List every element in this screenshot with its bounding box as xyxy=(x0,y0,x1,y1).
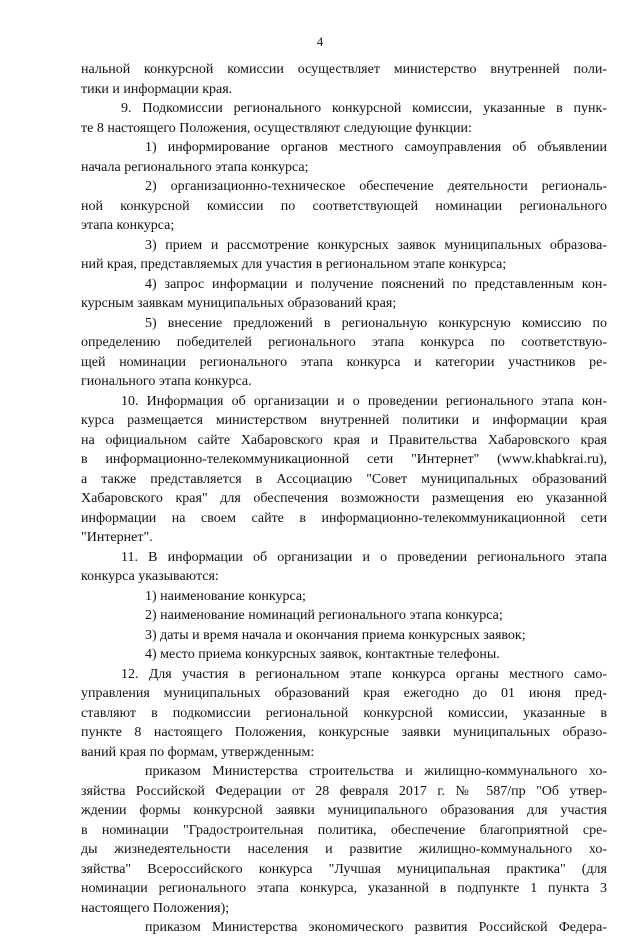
text-line: 12. Для участия в региональном этапе конкурса органы местного само- xyxy=(121,666,607,682)
text-line: зяйства" Всероссийского конкурса "Лучшая муниципальная практика" (для xyxy=(81,861,607,877)
text-line: приказом Министерства экономического развития Российской Федера- xyxy=(145,920,607,935)
text-line: ды жизнедеятельности населения и развитие жилищно-коммунального хо- xyxy=(81,842,607,857)
text-line: те 8 настоящего Положения, осуществляют следующие функции: xyxy=(81,120,472,136)
text-line: этапа конкурса; xyxy=(81,218,175,233)
text-line: ний края, представляемых для участия в региональном этапе конкурса; xyxy=(81,257,507,272)
text-line: ной конкурсной комиссии по соответствующей номинации регионального xyxy=(81,198,607,214)
text-line: 2) наименование номинаций регионального этапа конкурса; xyxy=(145,608,503,623)
text-line: пункте 8 настоящего Положения, конкурсные заявки муниципальных образо- xyxy=(81,725,607,740)
text-line: щей номинации регионального этапа конкурса и категории участников ре- xyxy=(81,354,607,370)
text-line: 1) информирование органов местного самоуправления об объявлении xyxy=(145,140,607,155)
text-line: ваний края по формам, утвержденным: xyxy=(81,744,315,760)
text-line: 5) внесение предложений в региональную конкурсную комиссию по xyxy=(145,315,607,331)
body-text xyxy=(81,60,607,938)
text-line: определению победителей регионального этапа конкурса по соответствую- xyxy=(81,335,607,350)
text-line: в информационно-телекоммуникационной сети "Интернет" (www.khabkrai.ru), xyxy=(81,452,607,467)
text-line: курса размещается министерством внутренней политики и информации края xyxy=(81,413,607,428)
text-line: а также представляется в Ассоциацию "Совет муниципальных образований xyxy=(81,471,607,487)
text-line: гионального этапа конкурса. xyxy=(81,374,252,389)
text-line: 2) организационно-техническое обеспечение деятельности региональ- xyxy=(145,179,607,194)
text-line: 3) даты и время начала и окончания приема конкурсных заявок; xyxy=(145,627,526,643)
text-line: управления муниципальных образований края ежегодно до 01 июня пред- xyxy=(81,686,607,701)
text-line: информации на своем сайте в информационно-телекоммуникационной сети xyxy=(81,510,607,526)
text-line: ждении формы конкурсной заявки муниципального образования для участия xyxy=(81,803,607,818)
text-line: "Интернет". xyxy=(81,530,153,545)
text-line: начала регионального этапа конкурса; xyxy=(81,159,309,175)
text-line: приказом Министерства строительства и жилищно-коммунального хо- xyxy=(145,764,607,779)
text-line: Хабаровского края" для обеспечения возможности размещения ею указанной xyxy=(81,491,607,506)
text-line: 11. В информации об организации и о проведении регионального этапа xyxy=(121,549,607,565)
text-line: ставляют в подкомиссии региональной конкурсной комиссии, указанные в xyxy=(81,705,607,721)
text-line: 4) запрос информации и получение пояснений по представленным кон- xyxy=(145,276,607,292)
text-line: курсным заявкам муниципальных образований края; xyxy=(81,296,397,311)
page-number: 4 xyxy=(316,34,324,49)
text-line: на официальном сайте Хабаровского края и Правительства Хабаровского края xyxy=(81,432,607,448)
text-line: 3) прием и рассмотрение конкурсных заявок муниципальных образова- xyxy=(145,237,607,253)
text-line: в номинации "Градостроительная политика, обеспечение благоприятной сре- xyxy=(81,822,607,838)
text-line: номинации регионального этапа конкурса, указанной в подпункте 1 пункта 3 xyxy=(81,881,607,896)
text-line: 10. Информация об организации и о проведении регионального этапа кон- xyxy=(121,393,607,409)
text-line: 1) наименование конкурса; xyxy=(145,588,306,604)
text-line: тики и информации края. xyxy=(81,81,233,97)
text-line: 9. Подкомиссии регионального конкурсной комиссии, указанные в пунк- xyxy=(121,101,607,116)
text-line: настоящего Положения); xyxy=(81,900,230,916)
text-line: конкурса указываются: xyxy=(81,569,219,584)
text-line: нальной конкурсной комиссии осуществляет министерство внутренней поли- xyxy=(81,62,607,77)
text-line: 4) место приема конкурсных заявок, контактные телефоны. xyxy=(145,647,500,662)
text-line: зяйства Российской Федерации от 28 февраля 2017 г. № 587/пр "Об утвер- xyxy=(81,783,607,799)
